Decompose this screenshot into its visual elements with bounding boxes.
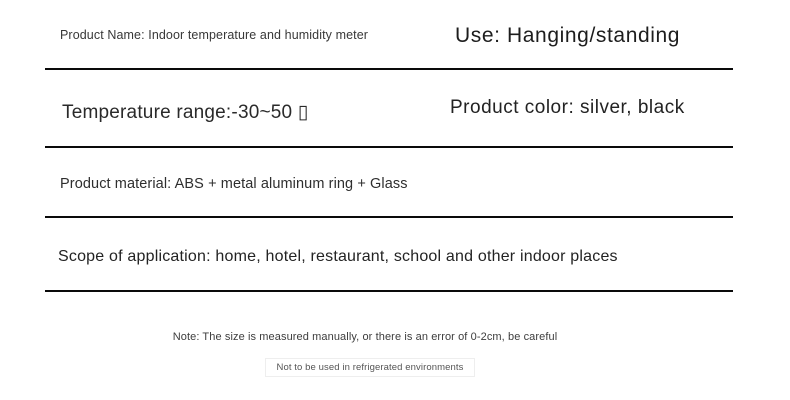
temperature-range-text: Temperature range:-30~50 ▯	[62, 102, 309, 123]
refrigeration-note-container	[0, 357, 740, 377]
divider	[45, 146, 733, 148]
refrigeration-note: Not to be used in refrigerated environments	[265, 358, 474, 377]
product-color-text: Product color: silver, black	[450, 97, 685, 118]
scope-of-application-text: Scope of application: home, hotel, restaurant, school and other indoor places	[58, 248, 618, 265]
size-measurement-note: Note: The size is measured manually, or there is an error of 0-2cm, be careful	[172, 331, 558, 343]
product-name-text: Product Name: Indoor temperature and humidity meter	[60, 28, 369, 42]
divider	[45, 216, 733, 218]
divider	[45, 68, 733, 70]
product-material-text: Product material: ABS + metal aluminum ring + Glass	[60, 176, 408, 192]
use-text: Use: Hanging/standing	[455, 24, 681, 47]
divider	[45, 290, 733, 292]
